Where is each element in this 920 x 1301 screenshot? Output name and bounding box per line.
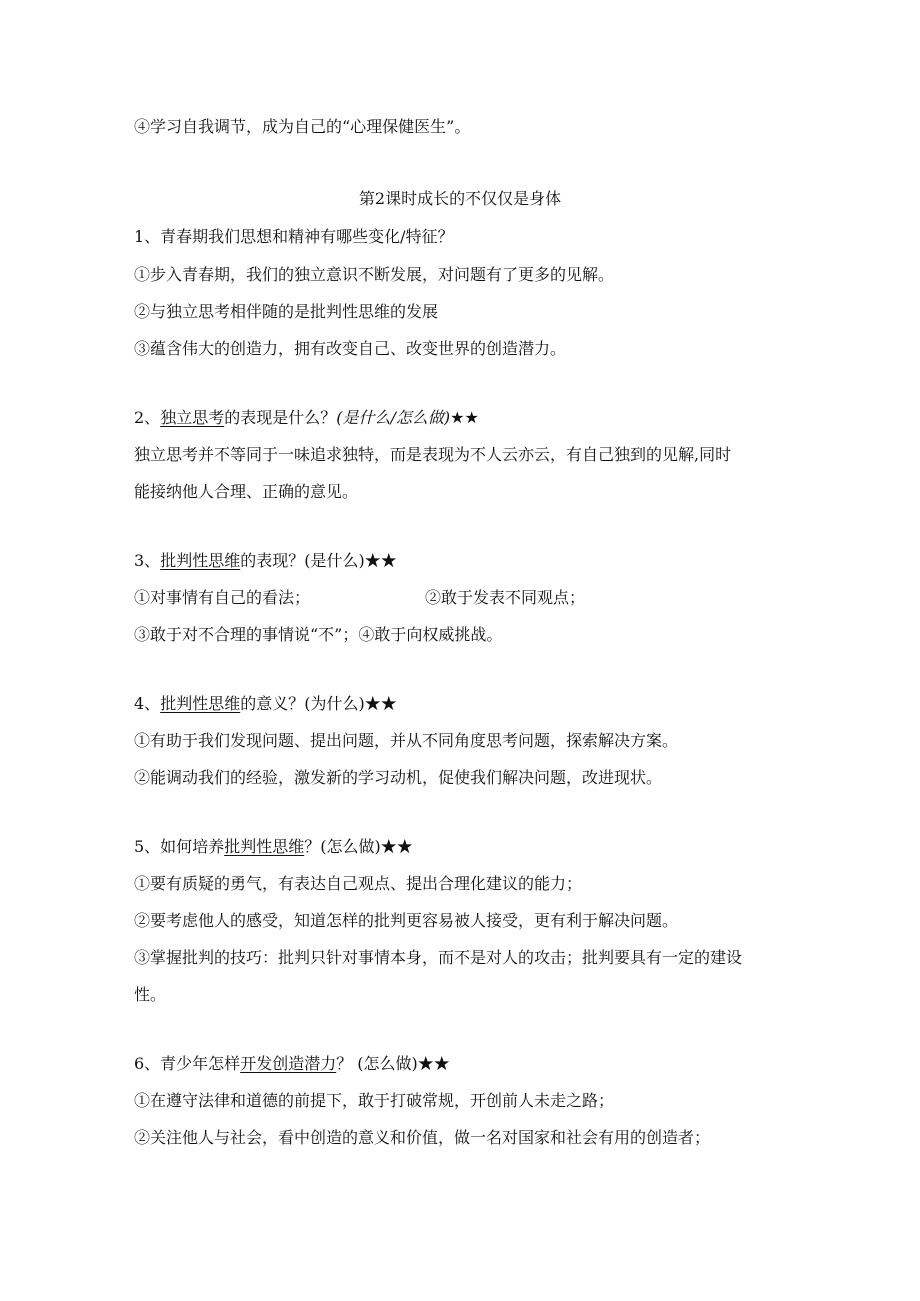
q6-keyword: 开发创造潜力 <box>240 1054 337 1073</box>
lesson-title: 第2课时成长的不仅仅是身体 <box>358 189 562 208</box>
q4-keyword: 批判性思维 <box>160 694 241 713</box>
q3-item-1: ①对事情有自己的看法； <box>134 588 311 607</box>
q3-item-2: ②敢于发表不同观点； <box>425 588 586 607</box>
q4-title <box>134 694 397 714</box>
q5-stars: ★★ <box>380 837 413 856</box>
q2-body-line-2: 能接纳他人合理、正确的意见。 <box>134 482 359 501</box>
q4-stars: ★★ <box>364 694 397 713</box>
q2-stars: ★★ <box>450 408 479 427</box>
q3-prefix: 3、 <box>134 551 161 570</box>
q5-item-3-cont: 性。 <box>134 985 167 1004</box>
q2-body-line-1: 独立思考并不等同于一味追求独特，而是表现为不人云亦云，有自己独到的见解,同时 <box>134 445 732 464</box>
q2-hint: (是什么/怎么做) <box>336 408 451 427</box>
q4-item-1: ①有助于我们发现问题、提出问题，并从不同角度思考问题，探索解决方案。 <box>134 731 679 750</box>
q1-item-3: ③蕴含伟大的创造力，拥有改变自己、改变世界的创造潜力。 <box>134 339 567 358</box>
q6-title <box>134 1054 450 1074</box>
intro-line: ④学习自我调节，成为自己的“心理保健医生”。 <box>134 117 471 136</box>
q6-suffix: ？ (怎么做) <box>336 1054 418 1073</box>
q6-item-2: ②关注他人与社会，看中创造的意义和价值，做一名对国家和社会有用的创造者； <box>134 1128 711 1147</box>
q6-item-1: ①在遵守法律和道德的前提下，敢于打破常规，开创前人未走之路； <box>134 1091 615 1110</box>
q3-item-3: ③敢于对不合理的事情说“不”；④敢于向权威挑战。 <box>134 625 503 644</box>
q2-keyword: 独立思考 <box>160 408 225 427</box>
q5-item-1: ①要有质疑的勇气，有表达自己观点、提出合理化建议的能力； <box>134 874 583 893</box>
q5-item-3: ③掌握批判的技巧：批判只针对事情本身，而不是对人的攻击；批判要具有一定的建设 <box>134 948 743 967</box>
q3-suffix: 的表现？(是什么) <box>240 551 365 570</box>
q1-item-2: ②与独立思考相伴随的是批判性思维的发展 <box>134 302 439 321</box>
q6-prefix: 6、青少年怎样 <box>134 1054 241 1073</box>
q3-row-1 <box>134 588 834 608</box>
q5-suffix: ？(怎么做) <box>304 837 381 856</box>
q3-keyword: 批判性思维 <box>160 551 241 570</box>
q1-item-1: ①步入青春期，我们的独立意识不断发展，对问题有了更多的见解。 <box>134 265 615 284</box>
q3-title <box>134 551 397 571</box>
q5-title <box>134 837 413 857</box>
q2-prefix: 2、 <box>134 408 161 427</box>
q5-keyword: 批判性思维 <box>224 837 305 856</box>
q2-suffix: 的表现是什么？ <box>224 408 337 427</box>
q2-title <box>134 408 479 428</box>
q6-stars: ★★ <box>417 1054 450 1073</box>
q1-title: 1、青春期我们思想和精神有哪些变化/特征？ <box>134 227 454 246</box>
q4-prefix: 4、 <box>134 694 161 713</box>
q4-suffix: 的意义？(为什么) <box>240 694 365 713</box>
q5-prefix: 5、如何培养 <box>134 837 225 856</box>
q4-item-2: ②能调动我们的经验，激发新的学习动机，促使我们解决问题，改进现状。 <box>134 768 663 787</box>
q5-item-2: ②要考虑他人的感受，知道怎样的批判更容易被人接受，更有利于解决问题。 <box>134 911 679 930</box>
q3-stars: ★★ <box>364 551 397 570</box>
